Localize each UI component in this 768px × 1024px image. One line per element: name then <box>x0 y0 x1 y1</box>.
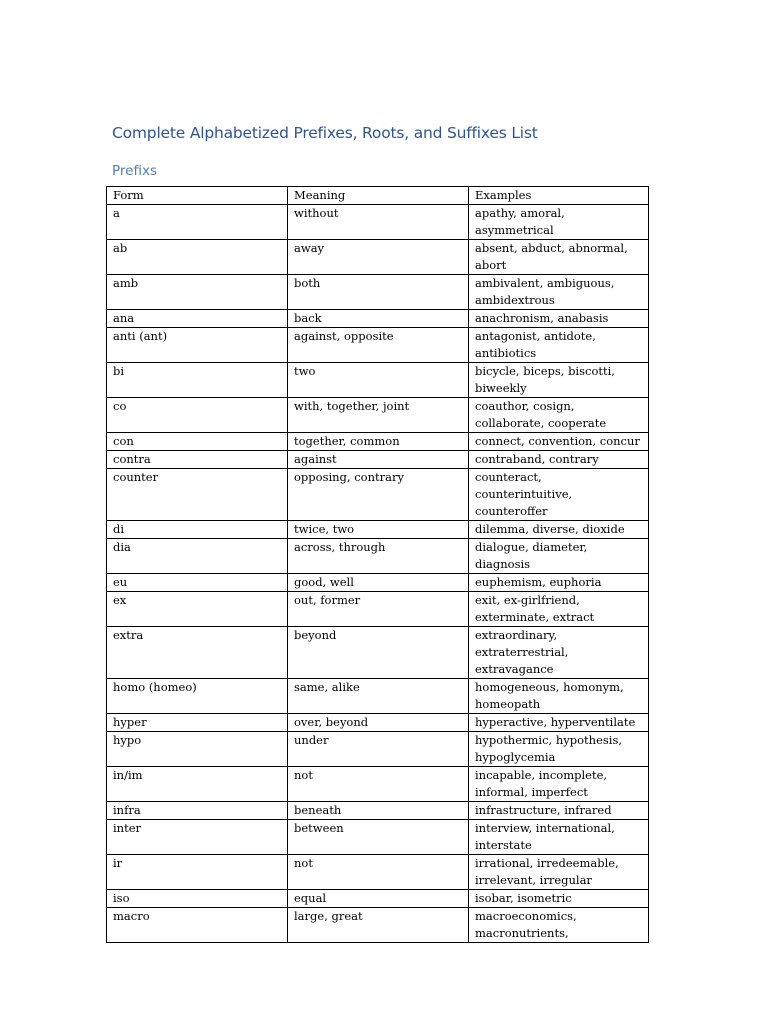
cell-meaning: across, through <box>288 539 469 574</box>
table-row <box>107 539 649 574</box>
example-line: dilemma, diverse, dioxide <box>475 522 625 536</box>
cell-examples <box>469 627 649 679</box>
cell-meaning: good, well <box>288 574 469 592</box>
table-row <box>107 275 649 310</box>
cell-form: di <box>107 521 288 539</box>
cell-meaning: against <box>288 451 469 469</box>
cell-form: anti (ant) <box>107 328 288 363</box>
example-line: counteroffer <box>475 504 548 518</box>
table-row <box>107 802 649 820</box>
document-title: Complete Alphabetized Prefixes, Roots, and Suffixes List <box>112 124 538 142</box>
table-row <box>107 469 649 521</box>
table-row <box>107 714 649 732</box>
cell-examples <box>469 240 649 275</box>
example-line: connect, convention, concur <box>475 434 640 448</box>
example-line: biweekly <box>475 381 527 395</box>
example-line: exit, ex-girlfriend, <box>475 593 580 607</box>
example-line: antibiotics <box>475 346 537 360</box>
table-row <box>107 205 649 240</box>
cell-examples <box>469 310 649 328</box>
cell-meaning: under <box>288 732 469 767</box>
cell-meaning: without <box>288 205 469 240</box>
cell-form: ex <box>107 592 288 627</box>
cell-meaning: beneath <box>288 802 469 820</box>
cell-form: amb <box>107 275 288 310</box>
table-row <box>107 310 649 328</box>
prefix-table <box>106 186 649 943</box>
example-line: interview, international, <box>475 821 615 835</box>
example-line: extraterrestrial, <box>475 645 569 659</box>
cell-meaning: not <box>288 855 469 890</box>
example-line: diagnosis <box>475 557 531 571</box>
cell-meaning: beyond <box>288 627 469 679</box>
cell-form: co <box>107 398 288 433</box>
table-row <box>107 855 649 890</box>
cell-form: homo (homeo) <box>107 679 288 714</box>
table-row <box>107 732 649 767</box>
example-line: asymmetrical <box>475 223 554 237</box>
table-row <box>107 679 649 714</box>
cell-form: contra <box>107 451 288 469</box>
example-line: homeopath <box>475 697 541 711</box>
cell-meaning: opposing, contrary <box>288 469 469 521</box>
example-line: euphemism, euphoria <box>475 575 602 589</box>
cell-examples <box>469 767 649 802</box>
cell-examples <box>469 679 649 714</box>
example-line: isobar, isometric <box>475 891 572 905</box>
table-row <box>107 574 649 592</box>
cell-form: bi <box>107 363 288 398</box>
cell-form: con <box>107 433 288 451</box>
cell-meaning: not <box>288 767 469 802</box>
table-row <box>107 890 649 908</box>
table-row <box>107 433 649 451</box>
cell-meaning: same, alike <box>288 679 469 714</box>
cell-examples <box>469 398 649 433</box>
cell-examples <box>469 890 649 908</box>
cell-form: in/im <box>107 767 288 802</box>
cell-form: infra <box>107 802 288 820</box>
example-line: infrastructure, infrared <box>475 803 612 817</box>
cell-form: ab <box>107 240 288 275</box>
example-line: irrational, irredeemable, <box>475 856 619 870</box>
table-row <box>107 451 649 469</box>
header-form: Form <box>107 187 288 205</box>
example-line: antagonist, antidote, <box>475 329 596 343</box>
section-heading-prefixes: Prefixs <box>112 163 157 179</box>
cell-form: hyper <box>107 714 288 732</box>
cell-examples <box>469 732 649 767</box>
cell-meaning: two <box>288 363 469 398</box>
example-line: abort <box>475 258 507 272</box>
cell-examples <box>469 363 649 398</box>
cell-examples <box>469 855 649 890</box>
table-row <box>107 328 649 363</box>
example-line: informal, imperfect <box>475 785 588 799</box>
table-row <box>107 592 649 627</box>
cell-examples <box>469 275 649 310</box>
example-line: hyperactive, hyperventilate <box>475 715 636 729</box>
cell-form: ana <box>107 310 288 328</box>
cell-examples <box>469 592 649 627</box>
table-row <box>107 767 649 802</box>
table-body <box>107 205 649 943</box>
cell-form: a <box>107 205 288 240</box>
cell-form: ir <box>107 855 288 890</box>
cell-examples <box>469 820 649 855</box>
cell-form: extra <box>107 627 288 679</box>
cell-meaning: away <box>288 240 469 275</box>
cell-form: dia <box>107 539 288 574</box>
cell-examples <box>469 521 649 539</box>
cell-form: iso <box>107 890 288 908</box>
cell-form: hypo <box>107 732 288 767</box>
cell-meaning: between <box>288 820 469 855</box>
example-line: counteract, <box>475 470 542 484</box>
example-line: extraordinary, <box>475 628 558 642</box>
table-row <box>107 240 649 275</box>
example-line: exterminate, extract <box>475 610 595 624</box>
cell-form: counter <box>107 469 288 521</box>
table-row <box>107 363 649 398</box>
cell-meaning: equal <box>288 890 469 908</box>
example-line: anachronism, anabasis <box>475 311 609 325</box>
table-row <box>107 398 649 433</box>
example-line: counterintuitive, <box>475 487 573 501</box>
example-line: macronutrients, <box>475 926 569 940</box>
cell-examples <box>469 451 649 469</box>
cell-meaning: twice, two <box>288 521 469 539</box>
table-row <box>107 908 649 943</box>
header-meaning: Meaning <box>288 187 469 205</box>
cell-form: eu <box>107 574 288 592</box>
example-line: contraband, contrary <box>475 452 599 466</box>
table-header-row <box>107 187 649 205</box>
example-line: bicycle, biceps, biscotti, <box>475 364 615 378</box>
example-line: interstate <box>475 838 532 852</box>
cell-meaning: over, beyond <box>288 714 469 732</box>
table-row <box>107 627 649 679</box>
example-line: macroeconomics, <box>475 909 577 923</box>
cell-meaning: both <box>288 275 469 310</box>
example-line: apathy, amoral, <box>475 206 565 220</box>
example-line: hypoglycemia <box>475 750 556 764</box>
cell-examples <box>469 802 649 820</box>
cell-meaning: with, together, joint <box>288 398 469 433</box>
cell-examples <box>469 574 649 592</box>
cell-meaning: back <box>288 310 469 328</box>
header-examples: Examples <box>469 187 649 205</box>
example-line: irrelevant, irregular <box>475 873 592 887</box>
example-line: hypothermic, hypothesis, <box>475 733 623 747</box>
cell-examples <box>469 205 649 240</box>
example-line: extravagance <box>475 662 554 676</box>
cell-examples <box>469 469 649 521</box>
example-line: collaborate, cooperate <box>475 416 607 430</box>
cell-meaning: out, former <box>288 592 469 627</box>
cell-form: macro <box>107 908 288 943</box>
cell-form: inter <box>107 820 288 855</box>
example-line: incapable, incomplete, <box>475 768 608 782</box>
cell-examples <box>469 328 649 363</box>
table-row <box>107 521 649 539</box>
cell-examples <box>469 433 649 451</box>
cell-examples <box>469 908 649 943</box>
cell-meaning: large, great <box>288 908 469 943</box>
example-line: ambidextrous <box>475 293 555 307</box>
example-line: dialogue, diameter, <box>475 540 588 554</box>
cell-meaning: together, common <box>288 433 469 451</box>
cell-examples <box>469 539 649 574</box>
cell-meaning: against, opposite <box>288 328 469 363</box>
example-line: homogeneous, homonym, <box>475 680 624 694</box>
example-line: coauthor, cosign, <box>475 399 575 413</box>
example-line: absent, abduct, abnormal, <box>475 241 628 255</box>
table-row <box>107 820 649 855</box>
cell-examples <box>469 714 649 732</box>
example-line: ambivalent, ambiguous, <box>475 276 615 290</box>
